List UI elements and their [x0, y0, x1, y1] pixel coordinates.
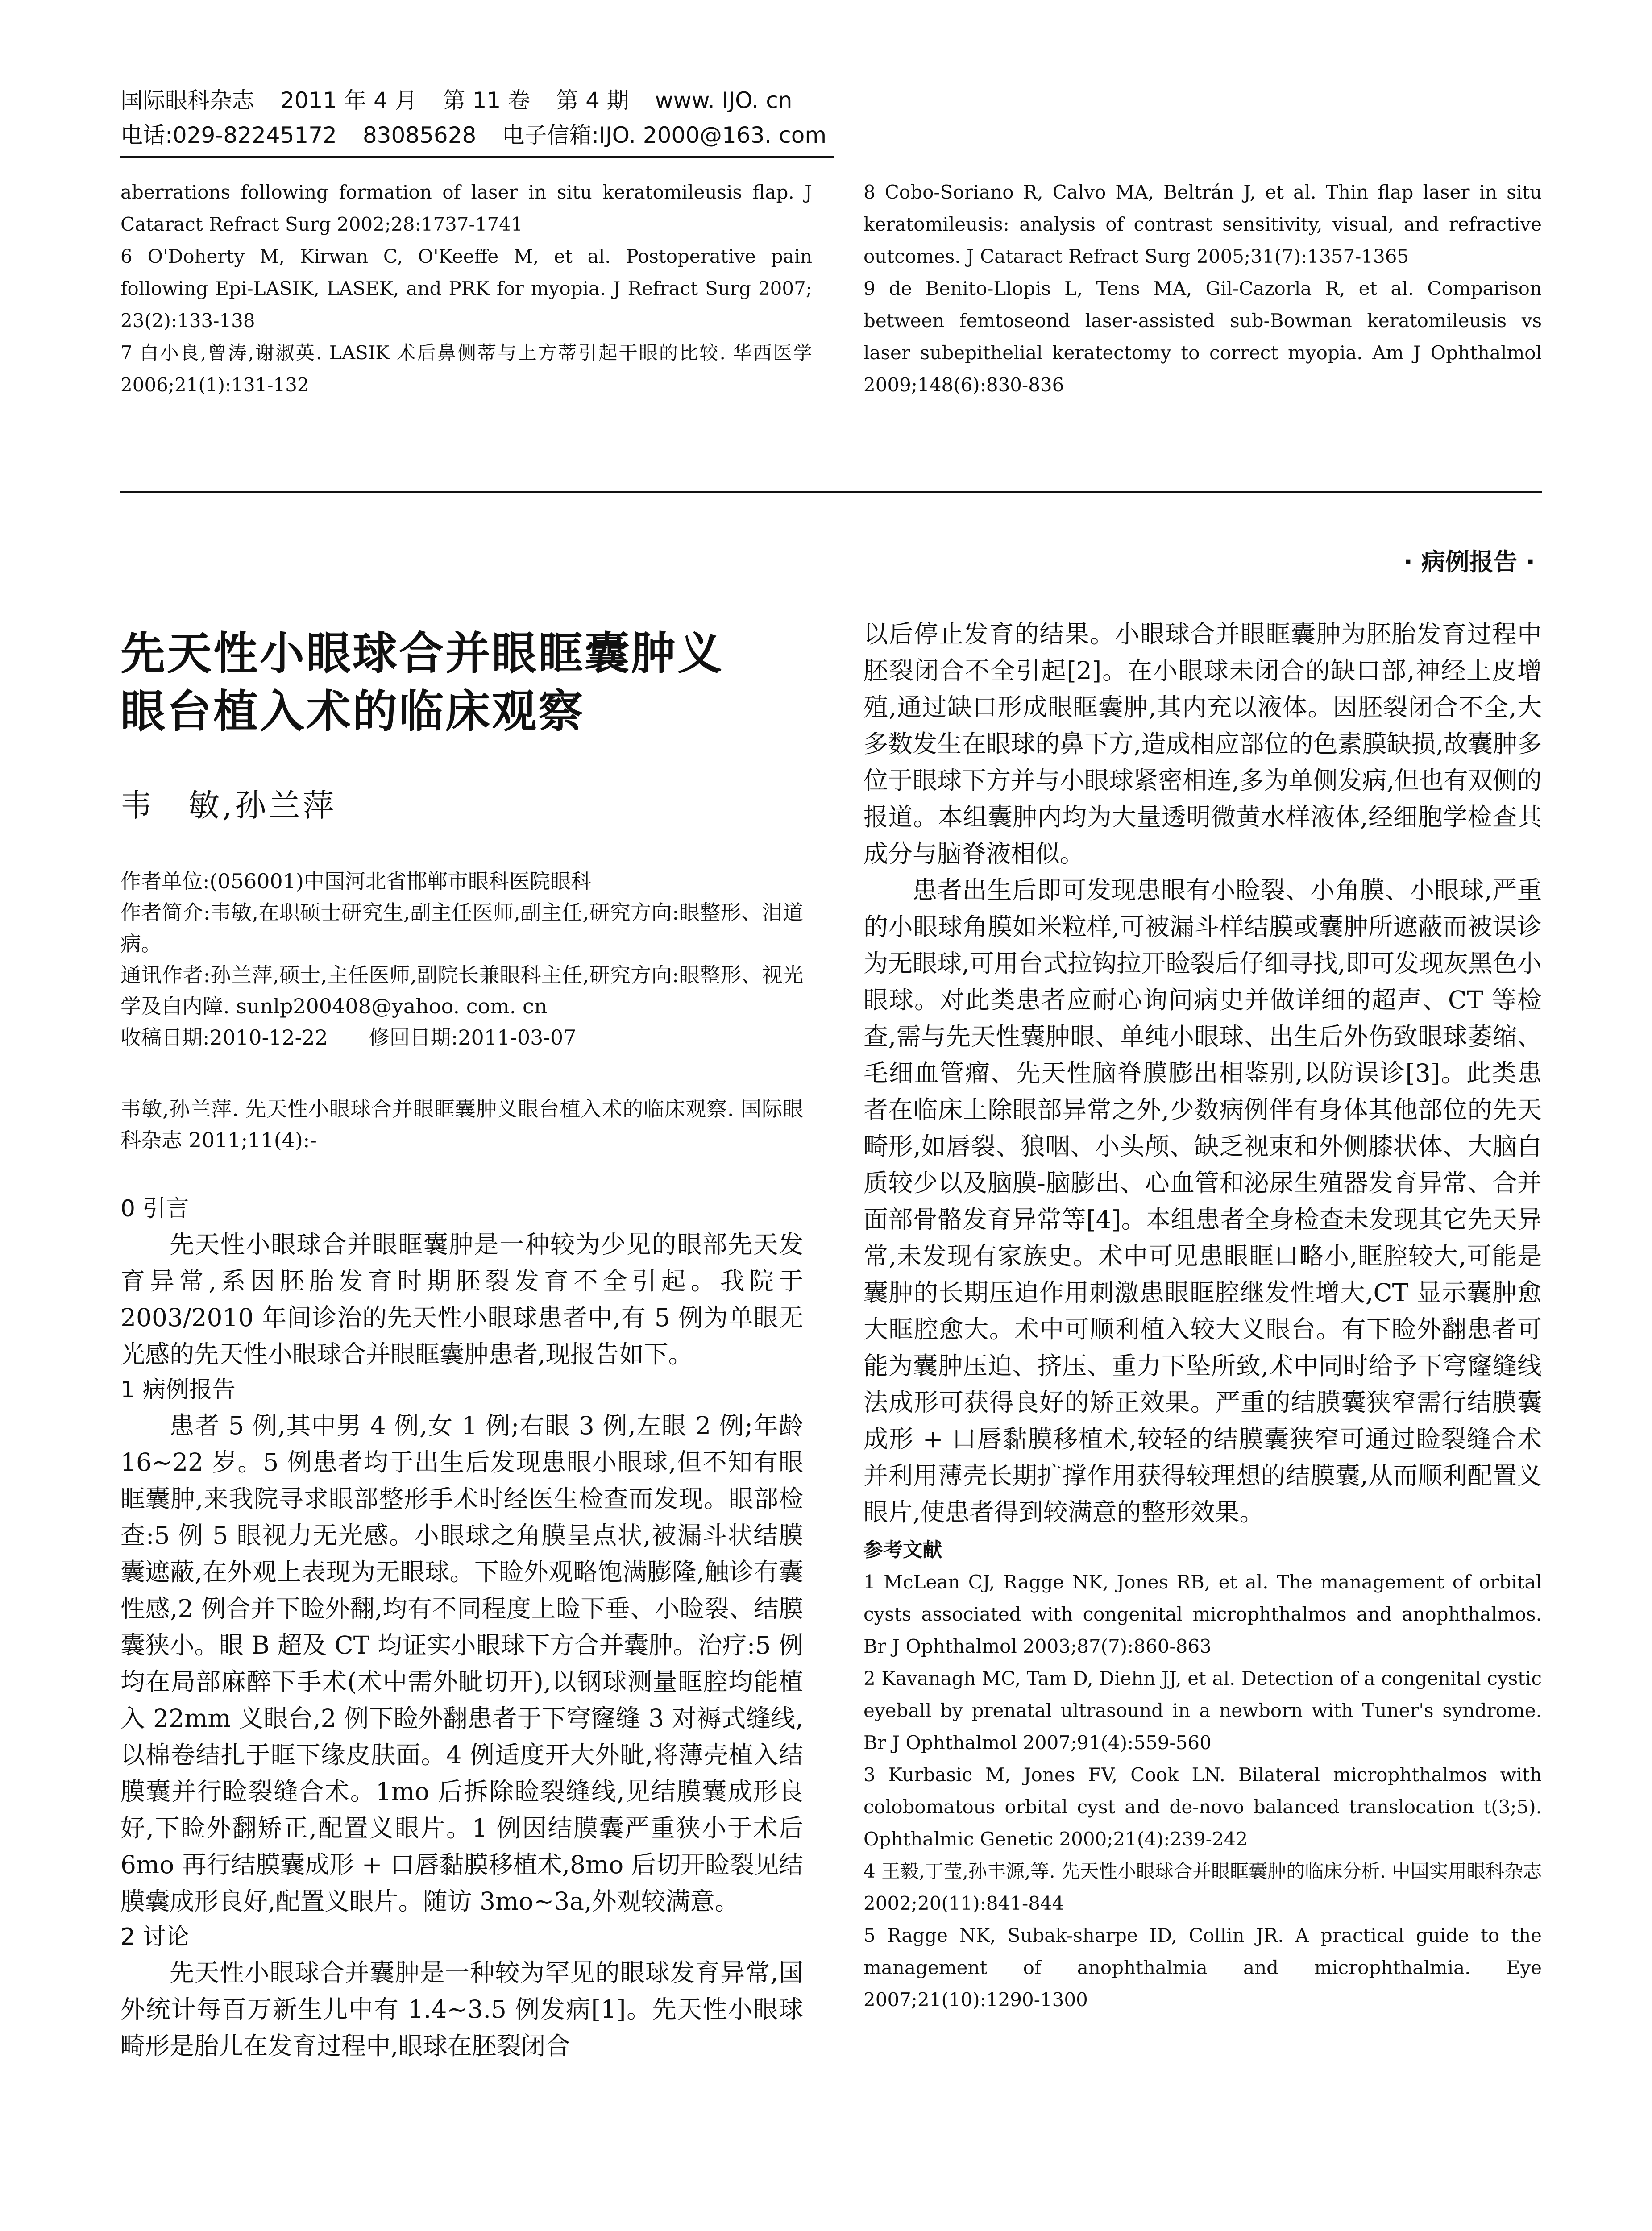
case-report-paragraph: 患者 5 例,其中男 4 例,女 1 例;右眼 3 例,左眼 2 例;年龄 16~22 岁。5 例患者均于出生后发现患眼小眼球,但不知有眼眶囊肿,来我院寻求眼部整形手术时经医生检查而发现。眼部检查:5 例 5 眼视力无光感。小眼球之角膜呈点状,被漏斗状结膜囊遮蔽,在外观上表现为无眼球。下睑外观略饱满膨隆,触诊有囊性感,2 例合并下睑外翻,均有不同程度上睑下垂、小睑裂、结膜囊狭小。眼 B 超及 CT 均证实小眼球下方合并囊肿。治疗:5 例均在局部麻醉下手术(术中需外眦切开),以钢球测量眶腔均能植入 22mm 义眼台,2 例下睑外翻患者于下穹窿缝 3 对褥式缝线,以棉卷结扎于眶下缘皮肤面。4 例适度开大外眦,将薄壳植入结膜囊并行睑裂缝合术。1mo 后拆除睑裂缝线,见结膜囊成形良好,下睑外翻矫正,配置义眼片。1 例因结膜囊严重狭小于术后 6mo 再行结膜囊成形 + 口唇黏膜移植术,8mo 后切开睑裂见结膜囊成形良好,配置义眼片。随访 3mo~3a,外观较满意。: [120, 1411, 803, 1916]
prev-ref-6: 6 O'Doherty M, Kirwan C, O'Keeffe M, et al. Postoperative pain following Epi-LASIK, LASEK, and PRK for myopia. J Refract Surg 2007; 23(2):133-138: [120, 245, 812, 332]
article-title: [120, 625, 803, 741]
prev-ref-5-tail: aberrations following formation of laser in situ keratomileusis flap. J Cataract Refract Surg 2002;28:1737-1741: [120, 181, 812, 235]
volume: 第 11 卷: [443, 87, 531, 113]
corresponding-author: 通讯作者:孙兰萍,硕士,主任医师,副院长兼眼科主任,研究方向:眼整形、视光学及白内障. sunlp200408@yahoo. com. cn: [120, 963, 803, 1018]
journal-website[interactable]: www. IJO. cn: [655, 87, 793, 113]
issue-number: 第 4 期: [556, 87, 629, 113]
reference-1: 1 McLean CJ, Ragge NK, Jones RB, et al. The management of orbital cysts associated with congenital microphthalmos and anophthalmos. Br J Ophthalmol 2003;87(7):860-863: [863, 1571, 1542, 1657]
column-tag: · 病例报告 ·: [1403, 548, 1535, 576]
prev-ref-8: 8 Cobo-Soriano R, Calvo MA, Beltrán J, et al. Thin flap laser in situ keratomileusis: analysis of contrast sensitivity, visual, and refractive outcomes. J Cataract Refract Surg 2005;31(7):1357-1365: [863, 181, 1542, 267]
discussion-paragraph-2: 患者出生后即可发现患眼有小睑裂、小角膜、小眼球,严重的小眼球角膜如米粒样,可被漏斗样结膜或囊肿所遮蔽而被误诊为无眼球,可用台式拉钩拉开睑裂后仔细寻找,即可发现灰黑色小眼球。对此类患者应耐心询问病史并做详细的超声、CT 等检查,需与先天性囊肿眼、单纯小眼球、出生后外伤致眼球萎缩、毛细血管瘤、先天性脑脊膜膨出相鉴别,以防误诊[3]。此类患者在临床上除眼部异常之外,少数病例伴有身体其他部位的先天畸形,如唇裂、狼咽、小头颅、缺乏视束和外侧膝状体、大脑白质较少以及脑膜-脑膨出、心血管和泌尿生殖器发育异常、合并面部骨骼发育异常等[4]。本组患者全身检查未发现其它先天异常,未发现有家族史。术中可见患眼眶口略小,眶腔较大,可能是囊肿的长期压迫作用刺激患眼眶腔继发性增大,CT 显示囊肿愈大眶腔愈大。术中可顺利植入较大义眼台。有下睑外翻患者可能为囊肿压迫、挤压、重力下坠所致,术中同时给予下穹窿缝线法成形可获得良好的矫正效果。严重的结膜囊狭窄需行结膜囊成形 + 口唇黏膜移植术,较轻的结膜囊狭窄可通过睑裂缝合术并利用薄壳长期扩撑作用获得较理想的结膜囊,从而顺利配置义眼片,使患者得到较满意的整形效果。: [863, 876, 1542, 1526]
prev-ref-7: 7 白小良,曾涛,谢淑英. LASIK 术后鼻侧蒂与上方蒂引起干眼的比较. 华西医学 2006;21(1):131-132: [120, 342, 812, 396]
reference-4: 4 王毅,丁莹,孙丰源,等. 先天性小眼球合并眼眶囊肿的临床分析. 中国实用眼科杂志 2002;20(11):841-844: [863, 1860, 1542, 1914]
discussion-paragraph-1-cont: 以后停止发育的结果。小眼球合并眼眶囊肿为胚胎发育过程中胚裂闭合不全引起[2]。在小眼球未闭合的缺口部,神经上皮增殖,通过缺口形成眼眶囊肿,其内充以液体。因胚裂闭合不全,大多数发生在眼球的鼻下方,造成相应部位的色素膜缺损,故囊肿多位于眼球下方并与小眼球紧密相连,多为单侧发病,但也有双侧的报道。本组囊肿内均为大量透明微黄水样液体,经细胞学检查其成分与脑脊液相似。: [863, 620, 1542, 868]
section-heading-case-report: 1 病例报告: [120, 1377, 236, 1403]
journal-header-line-1: [120, 85, 879, 116]
article-title-line-2: 眼台植入术的临床观察: [120, 685, 585, 738]
phone-2: 83085628: [362, 122, 477, 148]
article-separator: [120, 491, 1542, 493]
author-info: [120, 866, 803, 1053]
section-heading-discussion: 2 讨论: [120, 1924, 189, 1950]
journal-name: 国际眼科杂志: [120, 87, 254, 113]
header-rule: [120, 156, 834, 158]
article-authors: 韦 敏,孙兰萍: [120, 787, 337, 824]
references-heading: 参考文献: [863, 1538, 942, 1561]
phone: 电话:029-82245172: [120, 122, 337, 148]
intro-paragraph: 先天性小眼球合并眼眶囊肿是一种较为少见的眼部先天发育异常,系因胚胎发育时期胚裂发育不全引起。我院于 2003/2010 年间诊治的先天性小眼球患者中,有 5 例为单眼无光感的先天性小眼球合并眼眶囊肿患者,现报告如下。: [120, 1230, 803, 1368]
email[interactable]: 电子信箱:IJO. 2000@163. com: [502, 122, 827, 148]
author-affiliation: 作者单位:(056001)中国河北省邯郸市眼科医院眼科: [120, 869, 591, 893]
left-column: [120, 625, 803, 2064]
discussion-paragraph-1-start: 先天性小眼球合并囊肿是一种较为罕见的眼球发育异常,国外统计每百万新生儿中有 1.4~3.5 例发病[1]。先天性小眼球畸形是胎儿在发育过程中,眼球在胚裂闭合: [120, 1958, 803, 2060]
prev-refs-left: [120, 176, 812, 401]
reference-2: 2 Kavanagh MC, Tam D, Diehn JJ, et al. Detection of a congenital cystic eyeball by prenatal ultrasound in a newborn with Tuner's syndrome. Br J Ophthalmol 2007;91(4):559-560: [863, 1667, 1542, 1754]
prev-ref-9: 9 de Benito-Llopis L, Tens MA, Gil-Cazorla R, et al. Comparison between femtoseond laser-assisted sub-Bowman keratomileusis vs laser subepithelial keratectomy to correct myopia. Am J Ophthalmol 2009;148(6):830-836: [863, 278, 1542, 396]
received-revised-dates: 收稿日期:2010-12-22 修回日期:2011-03-07: [120, 1025, 577, 1049]
issue-date: 2011 年 4 月: [280, 87, 417, 113]
right-column: [863, 616, 1542, 2016]
article-title-line-1: 先天性小眼球合并眼眶囊肿义: [120, 627, 724, 680]
reference-5: 5 Ragge NK, Subak-sharpe ID, Collin JR. A practical guide to the management of anophthalmia and microphthalmia. Eye 2007;21(10):1290-1300: [863, 1924, 1542, 2011]
left-body: [120, 1191, 803, 2064]
prev-refs-right: [863, 176, 1542, 401]
journal-header-line-2: [120, 120, 879, 151]
right-body: [863, 616, 1542, 1530]
reference-3: 3 Kurbasic M, Jones FV, Cook LN. Bilateral microphthalmos with colobomatous orbital cyst and de-novo balanced translocation t(3;5). Ophthalmic Genetic 2000;21(4):239-242: [863, 1764, 1542, 1850]
section-heading-intro: 0 引言: [120, 1195, 189, 1222]
references-list: [863, 1566, 1542, 2016]
author-bio: 作者简介:韦敏,在职硕士研究生,副主任医师,副主任,研究方向:眼整形、泪道病。: [120, 900, 803, 956]
citation: 韦敏,孙兰萍. 先天性小眼球合并眼眶囊肿义眼台植入术的临床观察. 国际眼科杂志 2011;11(4):-: [120, 1097, 803, 1152]
